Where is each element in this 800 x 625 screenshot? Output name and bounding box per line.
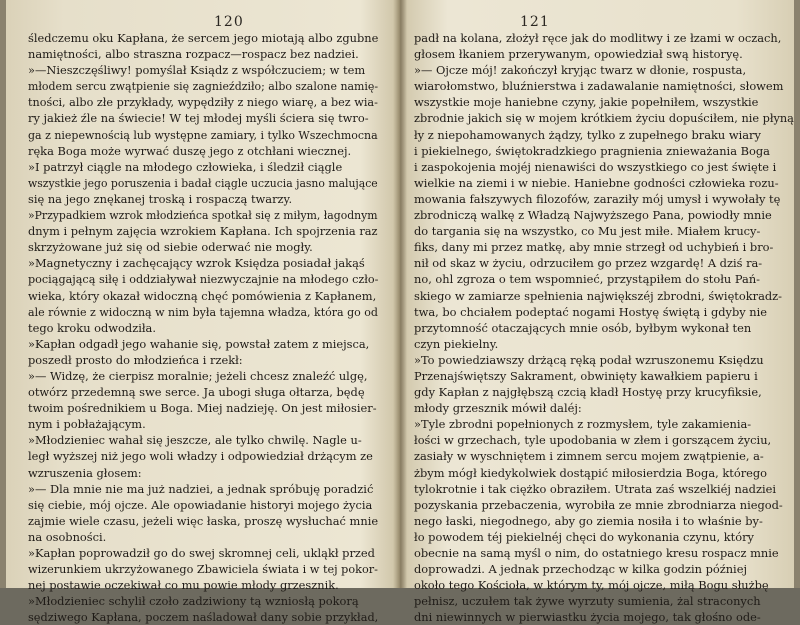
page-edge [794,0,800,588]
text-line: łości w grzechach, tyle upodobania w złem i gorszącem życiu, [414,433,772,448]
text-line: pełnisz, uczułem tak żywe wyrzuty sumienia, żal straconych [414,594,761,609]
text-line: młody grzesznik mówił daléj: [414,401,582,416]
text-line: się ciebie, mój ojcze. Ale opowiadanie historyi mojego życia [28,497,373,512]
page-number: 121 [520,14,550,30]
text-line: ło powodem téj piekielnéj chęci do wykonania czynu, który [414,529,754,544]
text-line: »— Ojcze mój! zakończył kryjąc twarz w dłonie, rospusta, [414,63,747,78]
text-line: przytomność otaczających mnie osób, byłbym wykonał ten [414,320,752,335]
text-line: no, ohl zgroza o tem wspomnieć, przystąpiłem do stołu Pań- [414,272,761,287]
text-line: do targania się na wszystko, co Mu jest miłe. Miałem krucy- [414,224,761,239]
text-line: wizerunkiem ukrzyżowanego Zbawiciela świata i w tej pokor- [28,562,378,577]
page-number: 120 [214,14,244,30]
text-line: około tego Kościoła, w którym ty, mój ojcze, miłą Bogu służbę [414,578,769,593]
text-line: i piekielnego, świętokradzkiego pragnienia znieważania Boga [414,143,770,158]
text-line: »Tyle zbrodni popełnionych z rozmysłem, tyle zakamienia- [414,417,752,432]
text-line: wszystkie jego poruszenia i badał ciągle uczucia jasno malujące [28,175,378,190]
text-line: twoim pośrednikiem u Boga. Miej nadzieję. On jest miłosier- [28,401,377,416]
text-line: wielkie na ziemi i w niebie. Haniebne godności człowieka rozu- [414,175,779,190]
text-line: wszystkie moje haniebne czyny, jakie popełniłem, wszystkie [414,95,759,110]
text-line: zbrodnie jakich się w mojem krótkiem życiu dopuściłem, nie płyną [414,111,794,126]
text-line: »I patrzył ciągle na młodego człowieka, i śledził ciągle [28,159,343,174]
text-line: ale równie z widoczną w nim była tajemna władza, która go od [28,304,378,319]
text-line: młodem sercu zwątpienie się zagnieździło; albo szalone namię- [28,79,379,94]
text-line: głosem łkaniem przerywanym, opowiedział swą historyę. [414,47,743,62]
text-line: legł wyższej niż jego woli władzy i odpowiedział drżącym ze [28,449,373,464]
text-line: »Młodzieniec schylił czoło zadziwiony tą wzniosłą pokorą [28,594,359,609]
text-line: namiętności, albo straszna rozpacz—rospacz bez nadziei. [28,47,359,62]
text-line: poszedł prosto do młodzieńca i rzekł: [28,352,243,367]
text-line: »Młodzieniec wahał się jeszcze, ale tylko chwilę. Nagle u- [28,433,362,448]
text-line: gdy Kapłan z najgłębszą czcią kładł Hostyę przy krucyfiksie, [414,385,762,400]
text-line: ga z niepewnością lub występne zamiary, i tylko Wszechmocna [28,127,378,142]
text-line: tego kroku odwodziła. [28,320,156,335]
text-line: nej postawie oczekiwał co mu powie młody grzesznik. [28,578,339,593]
text-line: dnym i pełnym zajęcia wzrokiem Kapłana. Ich spojrzenia raz [28,224,378,239]
text-line: Przenajświętszy Sakrament, obwinięty kawałkiem papieru i [414,368,758,383]
text-line: zasiały w wyschniętem i zimnem sercu mojem zwątpienie, a- [414,449,764,464]
text-line: nym i pobłażającym. [28,417,146,432]
text-line: tności, albo złe przykłady, wypędziły z niego wiarę, a bez wia- [28,95,378,110]
text-line: »— Widzę, że cierpisz moralnie; jeżeli chcesz znaleźć ulgę, [28,368,368,383]
right-page [402,0,800,625]
text-line: doprowadzi. A jednak przechodząc w kilka godzin później [414,562,747,577]
text-line: mowania fałszywych filozofów, zaraziły mój umysł i wywołały tę [414,191,781,206]
text-line: zbrodniczą walkę z Władzą Najwyższego Pana, powiodły mnie [414,208,772,223]
text-line: wzruszenia głosem: [28,465,142,480]
text-line: zajmie wiele czasu, jeżeli więc łaska, proszę wysłuchać mnie [28,513,379,528]
page-text [28,30,378,625]
text-line: »To powiedziawszy drżącą ręką podał wzruszonemu Księdzu [414,352,764,367]
text-line: żbym mógł kiedykolwiek dostąpić miłosierdzia Boga, którego [414,465,768,480]
text-line: nego łaski, niegodnego, aby go ziemia nosiła i to właśnie by- [414,513,763,528]
text-line: »Kapłan poprowadził go do swej skromnej celi, ukląkł przed [28,546,375,560]
text-line: »Przypadkiem wzrok młodzieńca spotkał się z miłym, łagodnym [28,208,378,223]
text-line: otwórz przedemną swe serce. Ja ubogi sługa ołtarza, będę [28,385,365,400]
text-line: ły z niepohamowanych żądzy, tylko z zupełnego braku wiary [414,127,761,142]
text-line: pociągającą siłę i oddziaływał niezwyczajnie na młodego czło- [28,272,379,287]
text-line: pozyskania przebaczenia, wyrobiła ze mnie zbrodniarza niegod- [414,497,783,512]
text-line: wieka, który okazał widoczną chęć pomówienia z Kapłanem, [28,288,377,303]
text-line: »Kapłan odgadł jego wahanie się, powstał zatem z miejsca, [28,336,370,351]
text-line: wiarołomstwo, bluźnierstwa i zadawalanie namiętności, słowem [414,79,784,94]
text-line: ry jakież źle na świecie! W tej młodej myśli ściera się twro- [28,111,369,126]
text-line: obecnie na samą myśl o nim, do ostatniego kresu rospacz mnie [414,546,779,560]
text-line: tylokrotnie i tak ciężko obraziłem. Utrata zaś wszelkiéj nadziei [414,481,776,496]
text-line: ręka Boga może wyrwać duszę jego z otchłani wiecznej. [28,143,352,158]
page-edge [0,0,6,588]
page-text [414,30,794,625]
text-line: twa, bo chciałem podeptać nogami Hostyę świętą i gdyby nie [414,304,768,319]
text-line: nił od skaz w życiu, odrzuciłem go przez wzgardę! A dziś ra- [414,256,763,271]
text-line: i zaspokojenia mojéj nienawiści do wszystkiego co jest święte i [414,159,777,174]
text-line: na osobności. [28,529,107,544]
text-line: fiks, dany mi przez matkę, aby mnie strzegł od uchybień i bro- [414,240,774,255]
text-line: »—Nieszczęśliwy! pomyślał Ksiądz z współczuciem; w tem [28,63,366,78]
text-line: »Magnetyczny i zachęcający wzrok Księdza posiadał jakąś [28,256,365,271]
text-line: »— Dla mnie nie ma już nadziei, a jednak spróbuję poradzić [28,481,374,496]
text-line: śledczemu oku Kapłana, że sercem jego miotają albo zgubne [28,31,379,45]
text-line: padł na kolana, złożył ręce jak do modlitwy i ze łzami w oczach, [414,31,782,45]
left-page [0,0,398,625]
text-line: czyn piekielny. [414,336,499,351]
text-line: dni niewinnych w pierwiastku życia mojego, tak głośno ode- [414,610,761,625]
text-line: skiego w zamiarze spełnienia największéj zbrodni, świętokradz- [414,288,783,303]
text-line: sędziwego Kapłana, poczem naśladował dany sobie przykład, [28,610,379,625]
text-line: skrzyżowane już się od siebie oderwać nie mogły. [28,240,313,255]
text-line: się na jego znękanej troską i rospaczą twarzy. [28,191,293,206]
